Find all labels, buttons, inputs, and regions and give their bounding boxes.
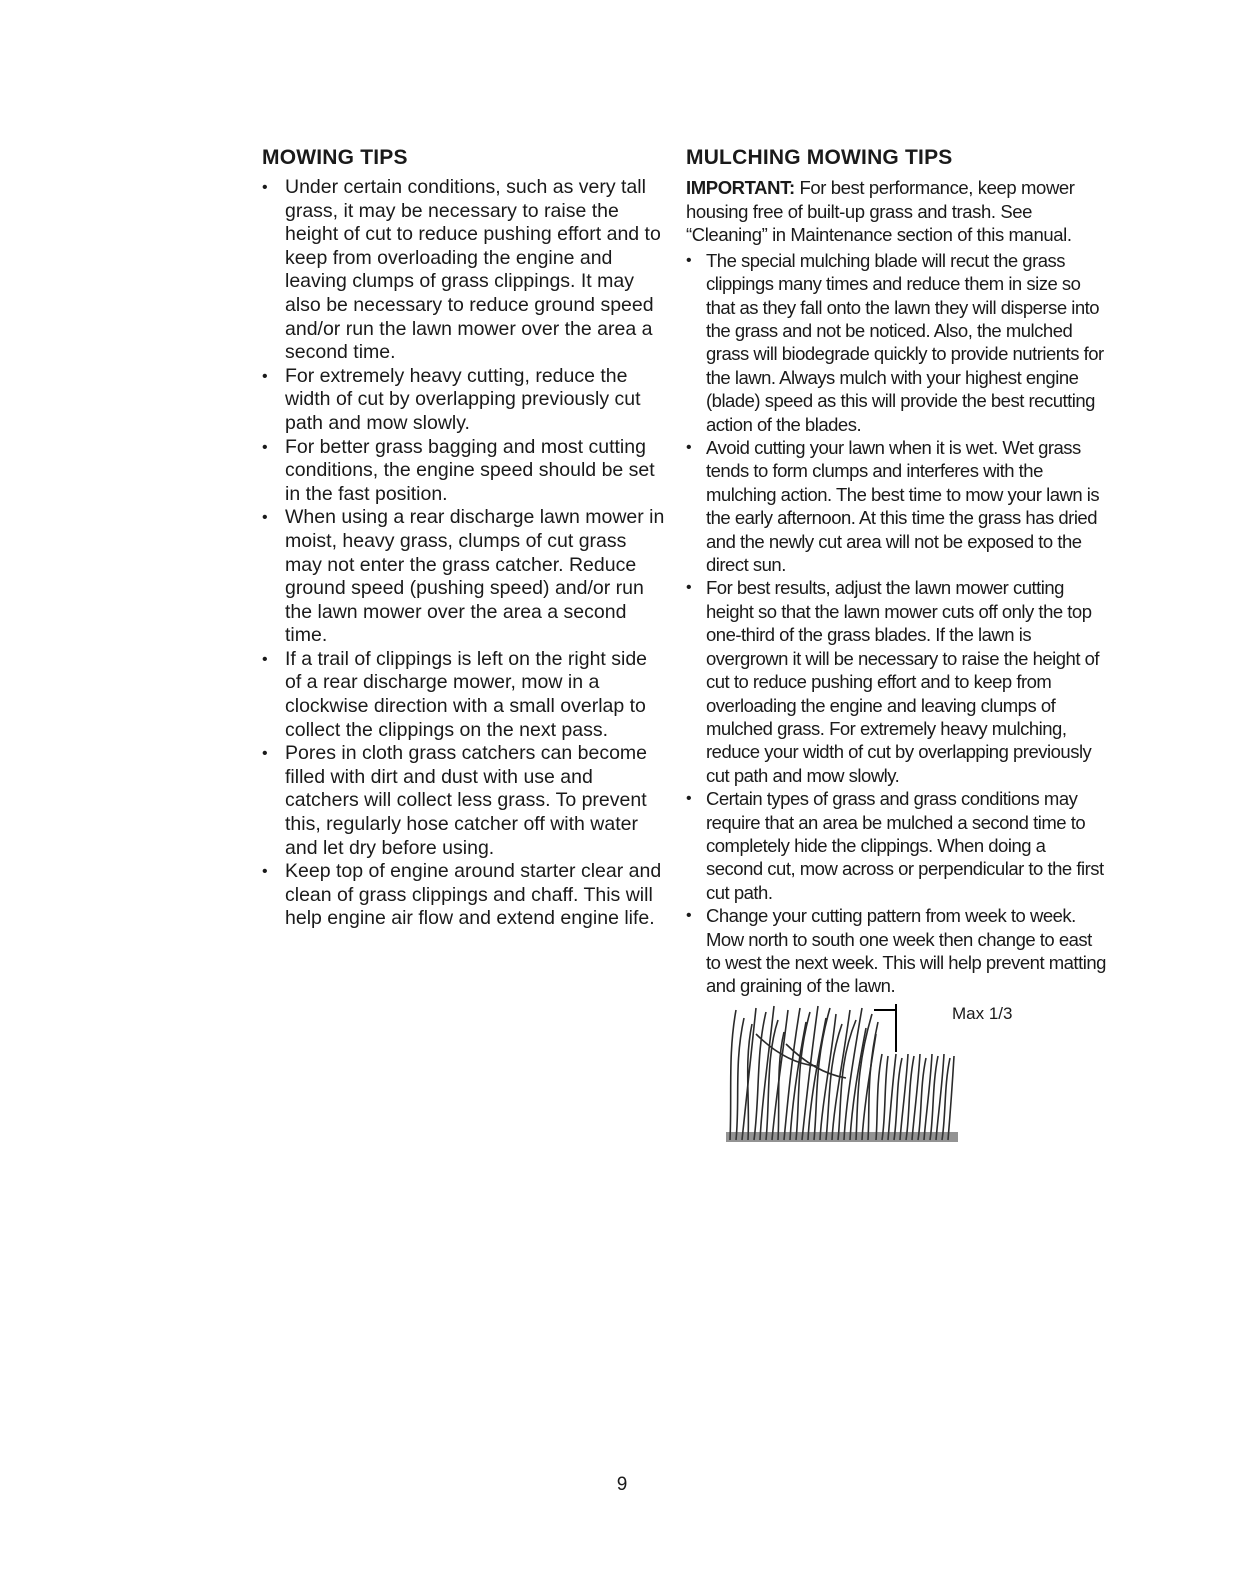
mowing-tips-section: [262, 146, 667, 931]
list-item: • Under certain conditions, such as very tall grass, it may be necessary to raise the height of cut to reduce pushing effort and to keep from overloading the engine and leaving clumps of grass clippings. It may also be necessary to reduce ground speed and/or run the lawn mower over the area a second time.: [262, 176, 667, 365]
important-note: [686, 176, 1106, 247]
list-item: • Certain types of grass and grass conditions may require that an area be mulched a second time to completely hide the clippings. When doing a second cut, mow across or perpendicular to the first cut path.: [686, 787, 1106, 904]
list-item: • The special mulching blade will recut the grass clippings many times and reduce them in size so that as they fall onto the lawn they will disperse into the grass and not be noticed. Also, the mulched grass will biodegrade quickly to provide nutrients for the lawn. Always mulch with your highest engine (blade) speed as this will provide the best recutting action of the blades.: [686, 249, 1106, 436]
list-item: • If a trail of clippings is left on the right side of a rear discharge mower, mow in a clockwise direction with a small overlap to collect the clippings on the next pass.: [262, 648, 667, 742]
mowing-tips-list: [262, 176, 667, 931]
list-item: • Avoid cutting your lawn when it is wet. Wet grass tends to form clumps and interferes with the mulching action. The best time to mow your lawn is the early afternoon. At this time the grass has dried and the newly cut area will not be exposed to the direct sun.: [686, 436, 1106, 576]
list-item: • Pores in cloth grass catchers can become filled with dirt and dust with use and catchers will collect less grass. To prevent this, regularly hose catcher off with water and let dry before using.: [262, 742, 667, 860]
list-item: • For better grass bagging and most cutting conditions, the engine speed should be set in the fast position.: [262, 436, 667, 507]
page-number: 9: [616, 1474, 628, 1495]
list-item: • Keep top of engine around starter clear and clean of grass clippings and chaff. This will help engine air flow and extend engine life.: [262, 860, 667, 931]
list-item: • For best results, adjust the lawn mower cutting height so that the lawn mower cuts off only the top one-third of the grass blades. If the lawn is overgrown it will be necessary to raise the height of cut to reduce pushing effort and to keep from overloading the engine and leaving clumps of mulched grass. For extremely heavy mulching, reduce your width of cut by overlapping previously cut path and mow slowly.: [686, 576, 1106, 787]
list-item: • When using a rear discharge lawn mower in moist, heavy grass, clumps of cut grass may not enter the grass catcher. Reduce ground speed (pushing speed) and/or run the lawn mower over the area a second time.: [262, 506, 667, 648]
list-item: • For extremely heavy cutting, reduce the width of cut by overlapping previously cut path and mow slowly.: [262, 365, 667, 436]
list-item: • Change your cutting pattern from week to week. Mow north to south one week then change to east to west the next week. This will help prevent matting and graining of the lawn.: [686, 904, 1106, 998]
mulching-tips-heading: MULCHING MOWING TIPS: [686, 146, 953, 169]
mulching-tips-list: [686, 249, 1106, 998]
important-label: IMPORTANT:: [686, 177, 795, 198]
grass-cutting-illustration: [726, 1004, 1026, 1142]
important-text: For best performance, keep mower housing free of built-up grass and trash. See “Cleaning” in Maintenance section of this manual.: [686, 177, 1075, 246]
max-one-third-label: Max 1/3: [952, 1003, 1013, 1023]
grass-blades-image: [726, 1004, 966, 1142]
mulching-tips-section: [686, 146, 1106, 1142]
mowing-tips-heading: MOWING TIPS: [262, 146, 408, 169]
